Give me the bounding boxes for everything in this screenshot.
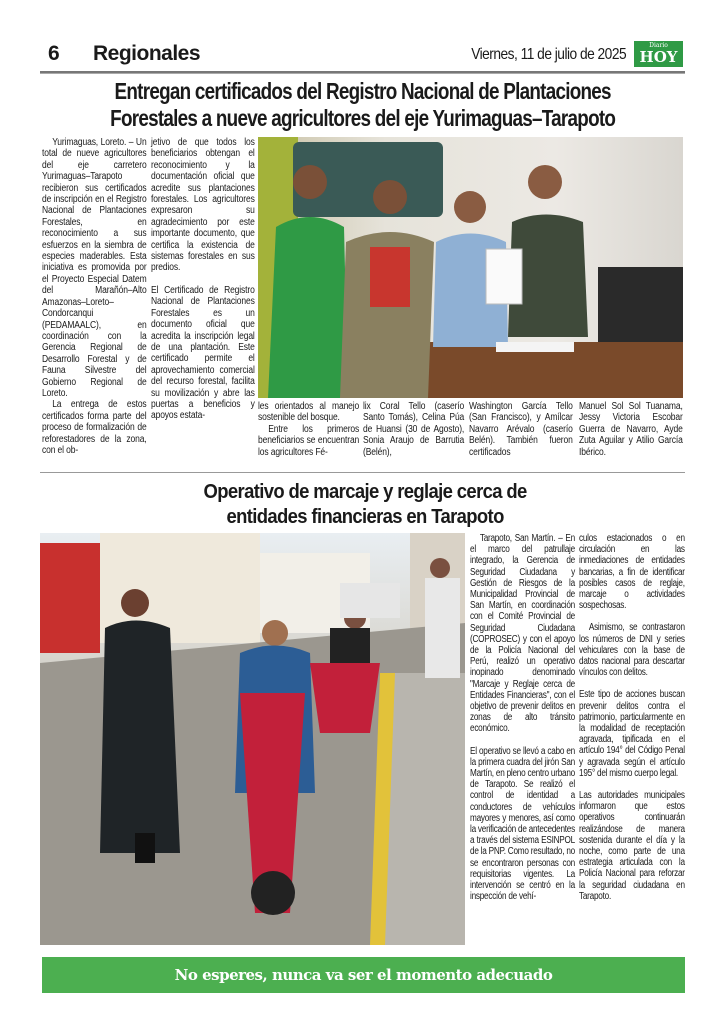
paragraph: La entrega de estos certificados forma parte del proceso de formalización de reforestadores de la zona, con el ob- — [42, 399, 147, 456]
article1-column-5 — [469, 401, 573, 458]
article2-column-1 — [470, 533, 575, 903]
paragraph: Las autoridades municipales informaron que estos operativos continuarán realizándose de manera sostenida durante el día y la noche, como parte de una estrategia articulada con la Policía Nacional para reforzar la seguridad ciudadana en Tarapoto. — [579, 790, 685, 902]
article1-column-6 — [579, 401, 683, 458]
article1-column-4 — [363, 401, 464, 458]
paragraph: Asimismo, se contrastaron los números de DNI y series vehiculares con la base de datos nacional para descartar vínculos con delitos. — [579, 622, 685, 679]
page-number: 6 — [48, 42, 60, 65]
article1-column-2 — [151, 137, 255, 422]
paragraph: Yurimaguas, Loreto. – Un total de nueve agricultores del eje carretero Yurimaguas–Tarapoto recibieron sus certificados de inscripción en el Registro Nacional de Plantaciones Forestales, en reconocimiento a sus esfuerzos en la siembra de especies maderables. Esta iniciativa es promovida por el Proyecto Especial Datem del Marañón–Alto Amazonas–Loreto–Condorcanqui (PEDAMAALC), en coordinación con la Gerencia Regional de Desarrollo Forestal y de Fauna Silvestre del Gobierno Regional de Loreto. — [42, 137, 147, 399]
headline-line: Forestales a nueve agricultores del eje Yurimaguas–Tarapoto — [110, 105, 616, 131]
paragraph: jetivo de que todos los beneficiarios obtengan el reconocimiento y la documentación oficial que acredite sus plantaciones forestales. Los agricultores expresaron su agradecimiento por este importante documento, que certifica la existencia de sistemas forestales en sus predios. — [151, 137, 255, 274]
issue-date: Viernes, 11 de julio de 2025 — [471, 46, 626, 63]
section-title: Regionales — [93, 42, 201, 65]
article1-headline — [40, 78, 685, 132]
diario-hoy-logo — [634, 41, 683, 67]
logo-big-text: HOY — [639, 48, 678, 66]
article2-photo — [40, 533, 465, 945]
paragraph: El Certificado de Registro Nacional de Plantaciones Forestales es un documento oficial que acredita la inscripción legal de una plantación. Este certificado permite el aprovechamiento comercial del recurso forestal, facilita su movilización y abre las puertas a beneficios y apoyos estata- — [151, 284, 255, 422]
logo-small-text: Diario — [649, 42, 668, 49]
paragraph: lix Coral Tello (caserío Santo Tomás), Celina Púa de Huansi (30 de Agosto), Sonia Araujo de Barrutia (Belén), — [363, 401, 465, 458]
paragraph: culos estacionados o en circulación en las inmediaciones de entidades bancarias, a fin de identificar posibles casos de reglaje, marcaje o actividades sospechosas. — [579, 533, 685, 612]
article2-headline — [150, 479, 580, 529]
article2-column-2 — [579, 533, 685, 902]
operativo-photo-illustration — [40, 533, 465, 945]
paragraph: Washington García Tello (San Francisco), y Amílcar Navarro Arévalo (caserío Belén). También fueron certificados — [469, 401, 573, 458]
headline-line: Entregan certificados del Registro Nacional de Plantaciones — [114, 78, 611, 104]
paragraph: Este tipo de acciones buscan prevenir delitos contra el patrimonio, particularmente en la modalidad de receptación agravada, tipificada en el artículo 194° del Código Penal y agravada según el artículo 195° del mismo cuerpo legal. — [579, 689, 685, 779]
paragraph: El operativo se llevó a cabo en la primera cuadra del jirón San Martín, en pleno centro urbano de Tarapoto. Se realizó el control de identidad a conductores de vehículos mayores y menores, así como la verificación de antecedentes a través del sistema ESINPOL de la PNP. Como resultado, no se encontraron personas con requisitorias vigentes. La intervención se centró en la inspección de vehí- — [470, 745, 575, 903]
headline-line: entidades financieras en Tarapoto — [226, 505, 504, 528]
article1-column-1 — [42, 137, 147, 456]
article1-photo — [258, 137, 683, 398]
agricultores-photo-illustration — [258, 137, 683, 398]
header-rule — [40, 71, 685, 74]
paragraph: Manuel Sol Sol Tuanama, Jessy Victoria Escobar Guerra de Navarro, Ayde Zuta Aguilar y Atilio García Ibérico. — [579, 401, 683, 458]
paragraph: Tarapoto, San Martín. – En el marco del patrullaje integrado, la Gerencia de Seguridad Ciudadana y Gestión de Riesgos de la Municipalidad Provincial de San Martín, en coordinación con el Comité Provincial de Seguridad Ciudadana (COPROSEC) y con el apoyo de la Policía Nacional del Perú, realizó un operativo inopinado denominado "Marcaje y Reglaje cerca de Entidades Financieras", con el objetivo de prevenir delitos en zonas de alto tránsito económico. — [470, 533, 575, 735]
paragraph: les orientados al manejo sostenible del bosque. — [258, 401, 360, 424]
article-divider — [40, 472, 685, 473]
footer-slogan-banner: No esperes, nunca va ser el momento adecuado — [42, 957, 685, 993]
paragraph: Entre los primeros beneficiarios se encuentran los agricultores Fé- — [258, 423, 360, 458]
article1-column-3 — [258, 401, 359, 458]
headline-line: Operativo de marcaje y reglaje cerca de — [203, 480, 527, 503]
